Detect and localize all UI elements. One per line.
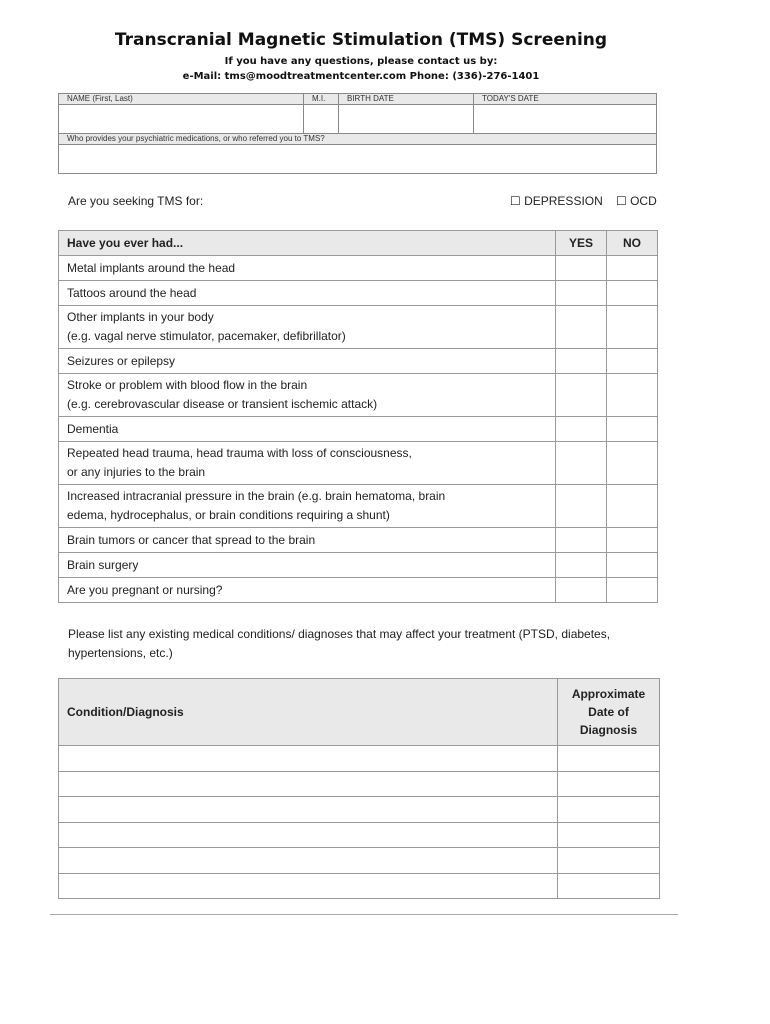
question-text: Dementia — [59, 417, 556, 442]
birth-date-label: BIRTH DATE — [339, 94, 474, 105]
yes-cell[interactable] — [556, 578, 607, 603]
screening-row — [59, 349, 658, 374]
question-text: Tattoos around the head — [59, 281, 556, 306]
contact-intro: If you have any questions, please contact us by: — [224, 56, 498, 67]
screening-row — [59, 306, 658, 349]
condition-row — [59, 797, 660, 823]
no-cell[interactable] — [607, 306, 658, 349]
no-cell[interactable] — [607, 256, 658, 281]
condition-row — [59, 873, 660, 899]
condition-row — [59, 822, 660, 848]
name-field[interactable] — [59, 105, 304, 134]
screening-row — [59, 256, 658, 281]
yes-cell[interactable] — [556, 349, 607, 374]
condition-row — [59, 771, 660, 797]
no-cell[interactable] — [607, 417, 658, 442]
contact-details: e-Mail: tms@moodtreatmentcenter.com Phone: (336)-276-1401 — [182, 71, 540, 82]
condition-field[interactable] — [59, 848, 558, 874]
birth-date-field[interactable] — [339, 105, 474, 134]
header-line: Diagnosis — [579, 723, 638, 737]
yes-header: YES — [556, 231, 607, 256]
no-cell[interactable] — [607, 553, 658, 578]
patient-info-table — [58, 93, 657, 174]
screening-table — [58, 230, 658, 603]
yes-cell[interactable] — [556, 281, 607, 306]
screening-row — [59, 528, 658, 553]
date-field[interactable] — [558, 797, 660, 823]
header-line: Date of — [588, 705, 629, 719]
yes-cell[interactable] — [556, 528, 607, 553]
question-text — [59, 306, 556, 349]
no-cell[interactable] — [607, 442, 658, 485]
question-text: Brain surgery — [59, 553, 556, 578]
mi-field[interactable] — [304, 105, 339, 134]
screening-row — [59, 553, 658, 578]
question-line: (e.g. vagal nerve stimulator, pacemaker, defibrillator) — [67, 329, 346, 343]
question-line: or any injuries to the brain — [67, 465, 206, 479]
depression-checkbox[interactable]: ☐ DEPRESSION — [510, 194, 603, 208]
yes-cell[interactable] — [556, 306, 607, 349]
conditions-instructions: Please list any existing medical conditions/ diagnoses that may affect your treatment (PTSD, diabetes, hypertensions, etc.) — [68, 627, 611, 660]
seeking-tms-prompt: Are you seeking TMS for: — [68, 194, 204, 208]
screening-row — [59, 417, 658, 442]
question-line: Stroke or problem with blood flow in the brain — [67, 378, 308, 392]
question-line: Other implants in your body — [67, 310, 214, 324]
condition-row — [59, 746, 660, 772]
condition-field[interactable] — [59, 822, 558, 848]
condition-row — [59, 848, 660, 874]
no-cell[interactable] — [607, 374, 658, 417]
todays-date-field[interactable] — [474, 105, 657, 134]
screening-row — [59, 485, 658, 528]
page-title: Transcranial Magnetic Stimulation (TMS) Screening — [114, 30, 608, 50]
question-line: Repeated head trauma, head trauma with loss of consciousness, — [67, 446, 412, 460]
todays-date-label: TODAY'S DATE — [474, 94, 657, 105]
question-line: edema, hydrocephalus, or brain conditions requiring a shunt) — [67, 508, 390, 522]
yes-cell[interactable] — [556, 374, 607, 417]
yes-cell[interactable] — [556, 256, 607, 281]
no-cell[interactable] — [607, 485, 658, 528]
no-header: NO — [607, 231, 658, 256]
condition-header: Condition/Diagnosis — [59, 679, 558, 746]
screening-row — [59, 442, 658, 485]
no-cell[interactable] — [607, 528, 658, 553]
header-line: Approximate — [571, 687, 646, 701]
question-text — [59, 442, 556, 485]
provider-field[interactable] — [59, 145, 657, 174]
question-text: Seizures or epilepsy — [59, 349, 556, 374]
date-field[interactable] — [558, 873, 660, 899]
no-cell[interactable] — [607, 281, 658, 306]
footer-divider — [50, 914, 678, 915]
date-field[interactable] — [558, 746, 660, 772]
date-field[interactable] — [558, 771, 660, 797]
screening-row — [59, 374, 658, 417]
question-text — [59, 374, 556, 417]
yes-cell[interactable] — [556, 485, 607, 528]
yes-cell[interactable] — [556, 553, 607, 578]
question-text: Are you pregnant or nursing? — [59, 578, 556, 603]
date-of-diagnosis-header — [558, 679, 660, 746]
date-field[interactable] — [558, 822, 660, 848]
screening-row — [59, 578, 658, 603]
question-line: (e.g. cerebrovascular disease or transient ischemic attack) — [67, 397, 378, 411]
screening-header: Have you ever had... — [59, 231, 556, 256]
conditions-table — [58, 678, 660, 899]
question-text: Metal implants around the head — [59, 256, 556, 281]
yes-cell[interactable] — [556, 442, 607, 485]
question-line: Increased intracranial pressure in the brain (e.g. brain hematoma, brain — [67, 489, 446, 503]
mi-label: M.I. — [304, 94, 339, 105]
no-cell[interactable] — [607, 578, 658, 603]
condition-field[interactable] — [59, 797, 558, 823]
question-text — [59, 485, 556, 528]
ocd-checkbox[interactable]: ☐ OCD — [616, 194, 657, 208]
name-label: NAME (First, Last) — [59, 94, 304, 105]
condition-field[interactable] — [59, 771, 558, 797]
date-field[interactable] — [558, 848, 660, 874]
condition-field[interactable] — [59, 873, 558, 899]
screening-row — [59, 281, 658, 306]
yes-cell[interactable] — [556, 417, 607, 442]
question-text: Brain tumors or cancer that spread to the brain — [59, 528, 556, 553]
condition-field[interactable] — [59, 746, 558, 772]
provider-label: Who provides your psychiatric medications, or who referred you to TMS? — [59, 134, 657, 145]
no-cell[interactable] — [607, 349, 658, 374]
